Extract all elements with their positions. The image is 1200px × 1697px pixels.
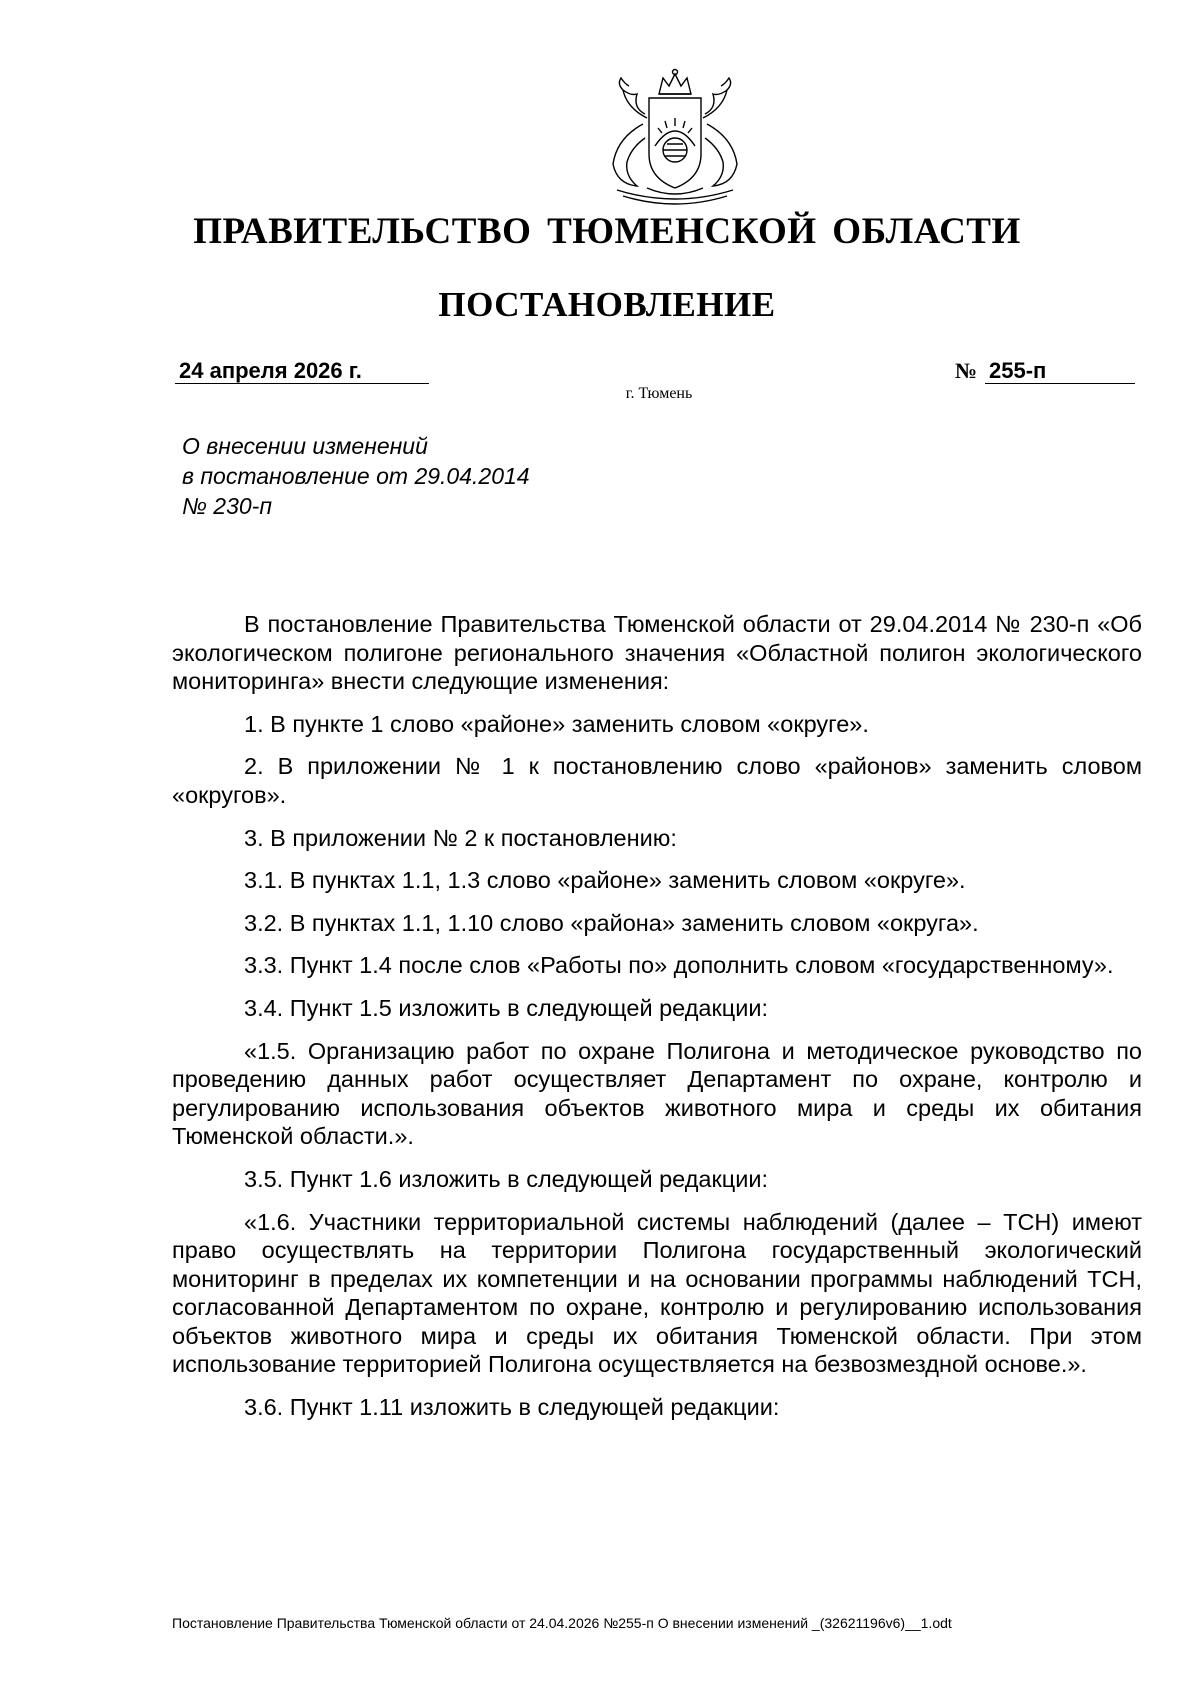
body-paragraph: 2. В приложении № 1 к постановлению слово «районов» заменить словом «округов». (172, 753, 1142, 808)
document-subject (182, 431, 530, 521)
page-footer: Постановление Правительства Тюменской области от 24.04.2026 №255-п О внесении изменений _(32621196v6)__1.odt (172, 1615, 952, 1631)
document-number: 255-п (985, 357, 1135, 384)
body-paragraph: 3.3. Пункт 1.4 после слов «Работы по» дополнить словом «государственному». (244, 952, 1114, 979)
tyumen-oblast-coat-of-arms-icon (587, 68, 763, 208)
document-body (172, 610, 1142, 1436)
subject-line: О внесении изменений (182, 433, 428, 459)
subject-line: в постановление от 29.04.2014 (182, 463, 530, 489)
government-title: ПРАВИТЕЛЬСТВО ТЮМЕНСКОЙ ОБЛАСТИ (193, 211, 1021, 252)
subject-line: № 230-п (182, 493, 272, 519)
body-paragraph: 3.1. В пунктах 1.1, 1.3 слово «районе» заменить словом «округе». (244, 867, 966, 894)
document-date: 24 апреля 2026 г. (175, 357, 429, 384)
body-paragraph: 3.5. Пункт 1.6 изложить в следующей редакции: (244, 1165, 769, 1192)
body-paragraph: «1.5. Организацию работ по охране Полигона и методическое руководство по проведению данных работ осуществляет Департамент по охране, контролю и регулированию использования объектов животного мира и среды их обитания Тюменской области.». (172, 1037, 1142, 1150)
number-sign: № (955, 358, 978, 383)
body-paragraph: 3. В приложении № 2 к постановлению: (244, 824, 677, 851)
body-paragraph: В постановление Правительства Тюменской области от 29.04.2014 № 230-п «Об экологическом полигоне регионального значения «Областной полигон экологического мониторинга» внести следующие изменения: (172, 611, 1142, 695)
body-paragraph: 3.2. В пунктах 1.1, 1.10 слово «района» заменить словом «округа». (244, 909, 979, 936)
document-type: ПОСТАНОВЛЕНИЕ (438, 285, 776, 324)
body-paragraph: 3.6. Пункт 1.11 изложить в следующей редакции: (244, 1394, 780, 1421)
body-paragraph: «1.6. Участники территориальной системы наблюдений (далее – ТСН) имеют право осуществлять на территории Полигона государственный экологический мониторинг в пределах их компетенции и на основании программы наблюдений ТСН, согласованной Департаментом по охране, контролю и регулированию использования объектов животного мира и среды их обитания Тюменской области. При этом использование территорией Полигона осуществляется на безвозмездной основе.». (172, 1208, 1142, 1378)
body-paragraph: 3.4. Пункт 1.5 изложить в следующей редакции: (244, 994, 769, 1021)
document-city: г. Тюмень (625, 385, 693, 402)
body-paragraph: 1. В пункте 1 слово «районе» заменить словом «округе». (244, 710, 869, 737)
